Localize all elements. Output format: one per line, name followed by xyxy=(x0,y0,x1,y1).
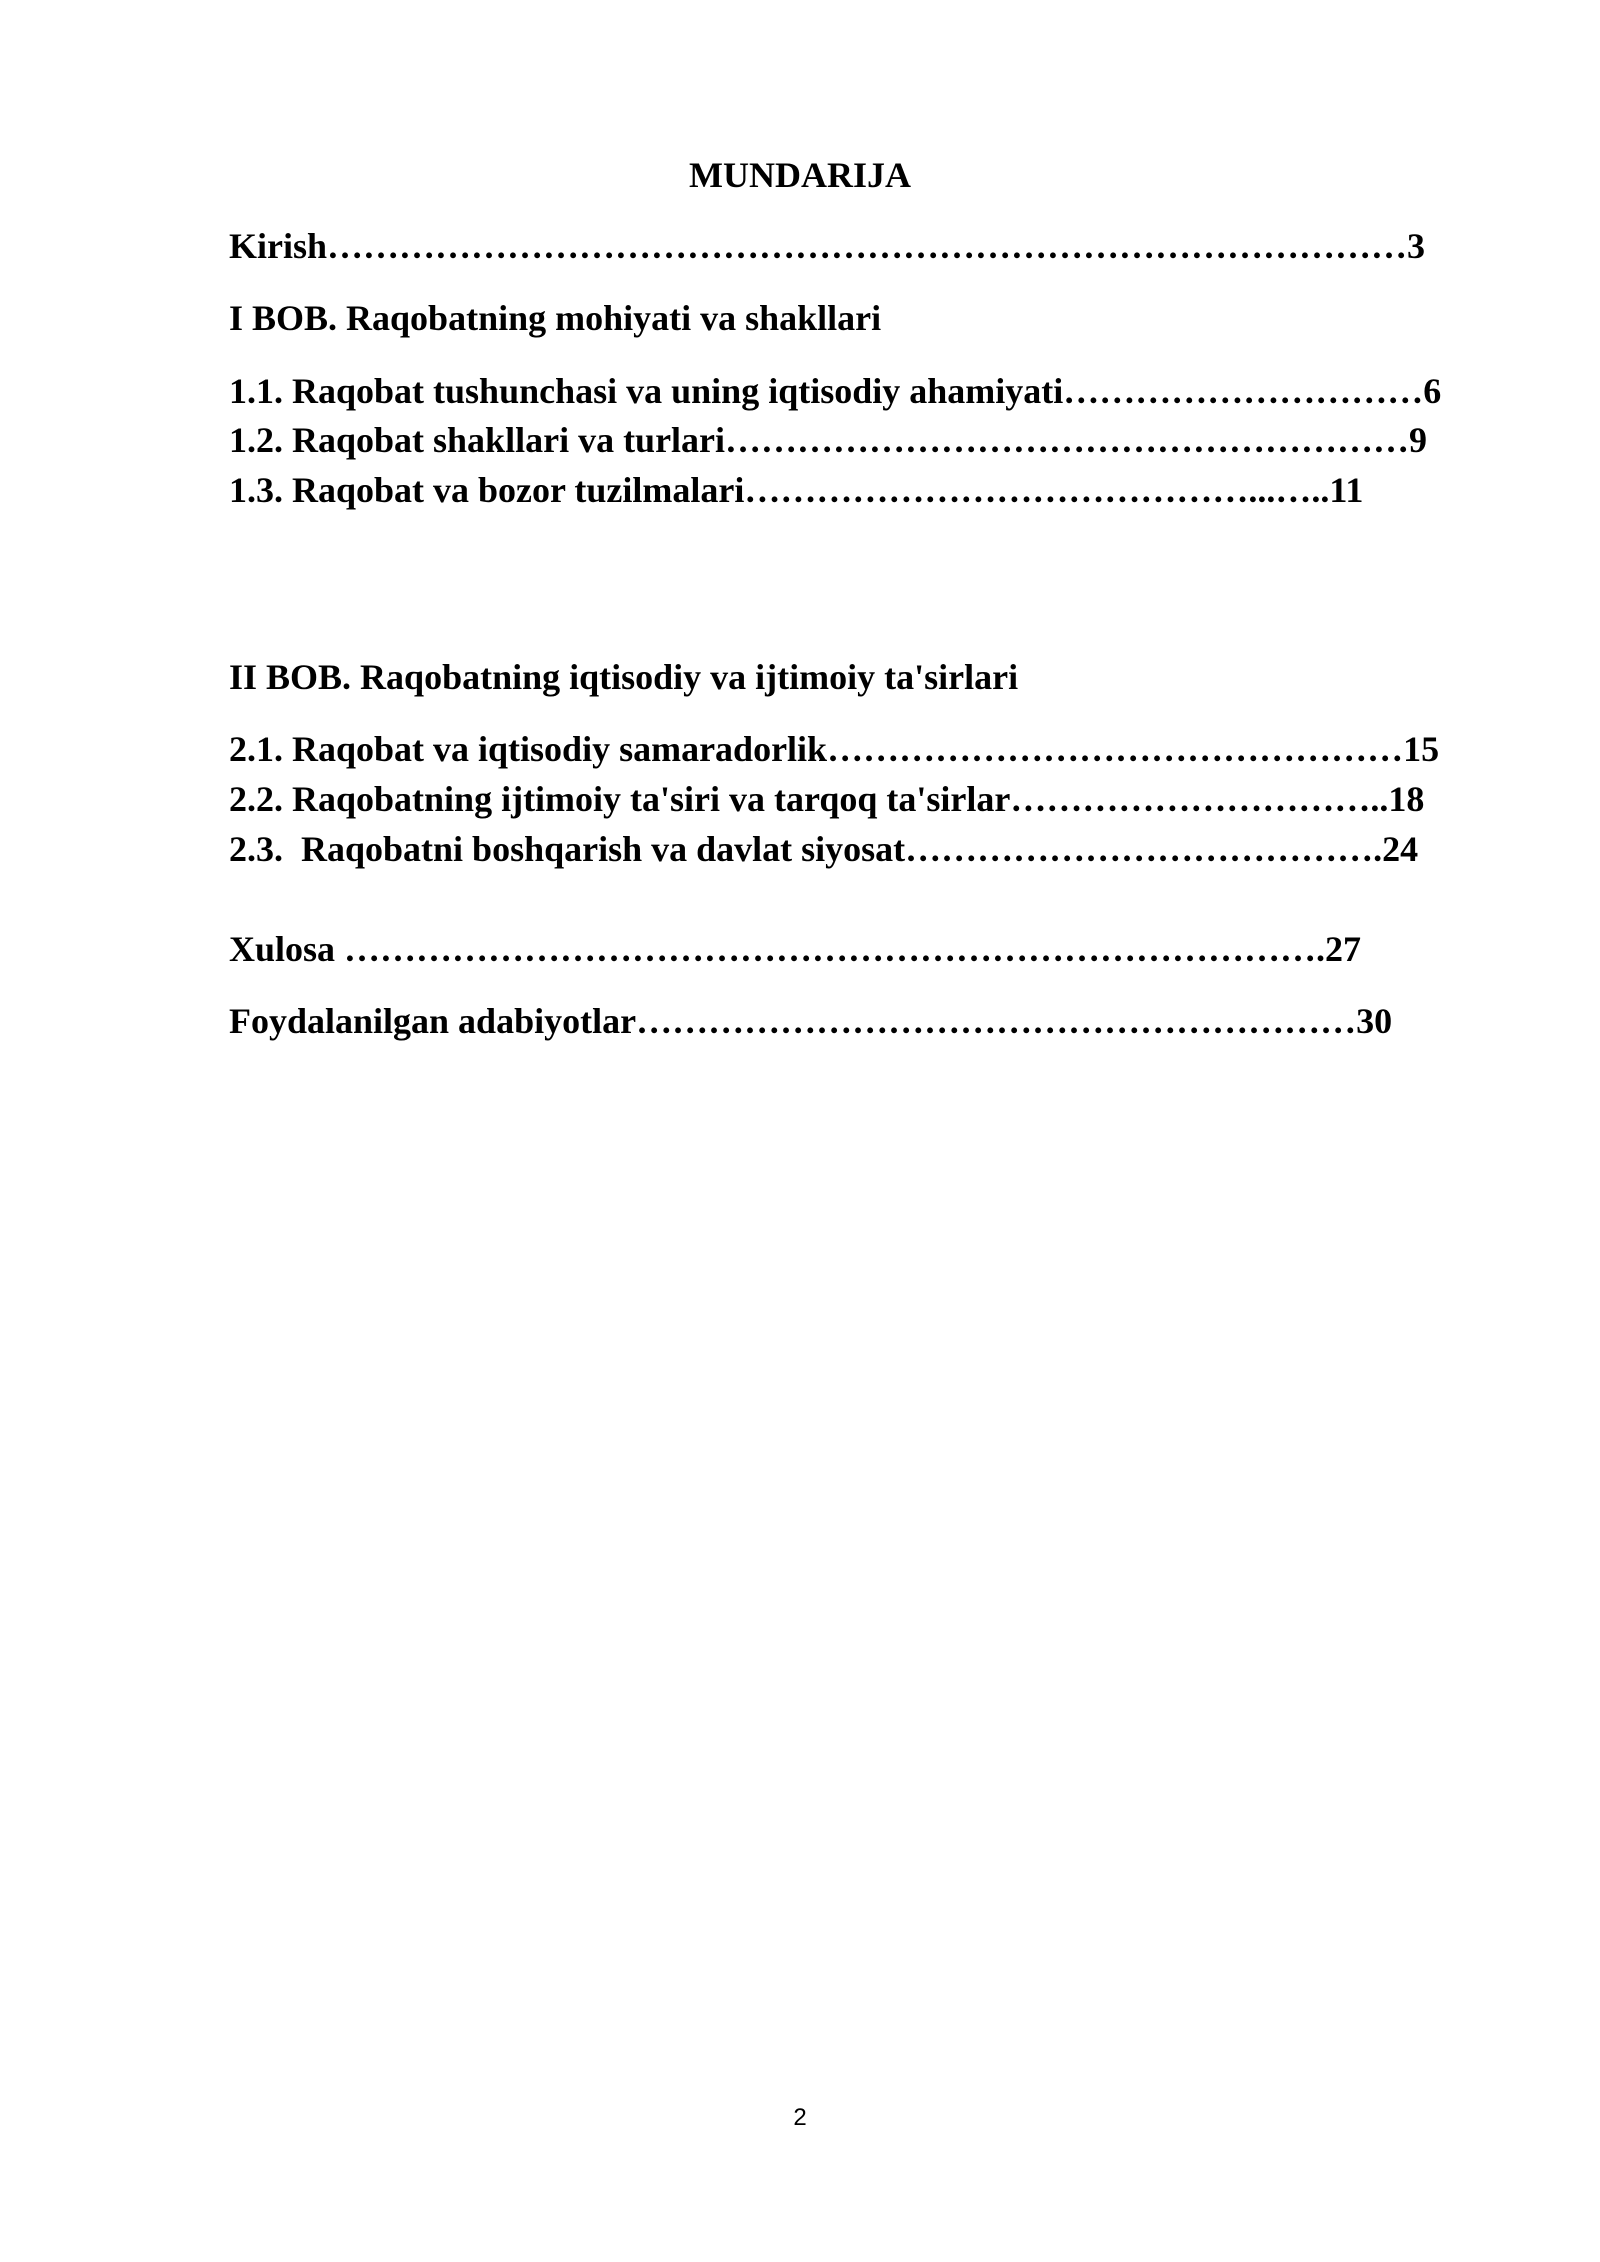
toc-entry-conclusion xyxy=(229,924,1494,974)
toc-entry-introduction xyxy=(229,221,1491,271)
toc-entry-text: 2.3. Raqobatni boshqarish va davlat siyosat………………………………….24 xyxy=(229,829,1419,869)
toc-entry-text: Kirish………………………………………………………………………………3 xyxy=(229,226,1426,266)
chapter-heading-text: II BOB. Raqobatning iqtisodiy va ijtimoiy ta'sirlari xyxy=(229,657,1019,697)
chapter-1-heading xyxy=(229,293,1229,343)
toc-entry-2-1 xyxy=(229,724,1494,774)
toc-entry-text: 1.1. Raqobat tushunchasi va uning iqtisodiy ahamiyati…………………………6 xyxy=(229,371,1442,411)
chapter-2-heading xyxy=(229,652,1229,702)
toc-entry-text: Xulosa ……………………………………………………………………….27 xyxy=(229,929,1362,969)
toc-entry-text: 1.2. Raqobat shakllari va turlari…………………………………………………9 xyxy=(229,420,1428,460)
toc-entry-2-3 xyxy=(229,824,1494,874)
document-title: MUNDARIJA xyxy=(689,155,911,195)
toc-entry-text: Foydalanilgan adabiyotlar……………………………………………………30 xyxy=(229,1001,1393,1041)
toc-entry-text: 2.2. Raqobatning ijtimoiy ta'siri va tarqoq ta'sirlar…………………………..18 xyxy=(229,779,1425,819)
chapter-heading-text: I BOB. Raqobatning mohiyati va shakllari xyxy=(229,298,882,338)
toc-entry-1-3 xyxy=(229,465,1494,515)
toc-entry-text: 2.1. Raqobat va iqtisodiy samaradorlik…………………………………………15 xyxy=(229,729,1440,769)
page-number: 2 xyxy=(793,2104,807,2131)
toc-entry-references xyxy=(229,996,1494,1046)
toc-entry-text: 1.3. Raqobat va bozor tuzilmalari……………………………………...…..11 xyxy=(229,470,1364,510)
toc-entry-2-2 xyxy=(229,774,1494,824)
toc-entry-1-2 xyxy=(229,415,1494,465)
toc-entry-1-1 xyxy=(229,366,1494,416)
